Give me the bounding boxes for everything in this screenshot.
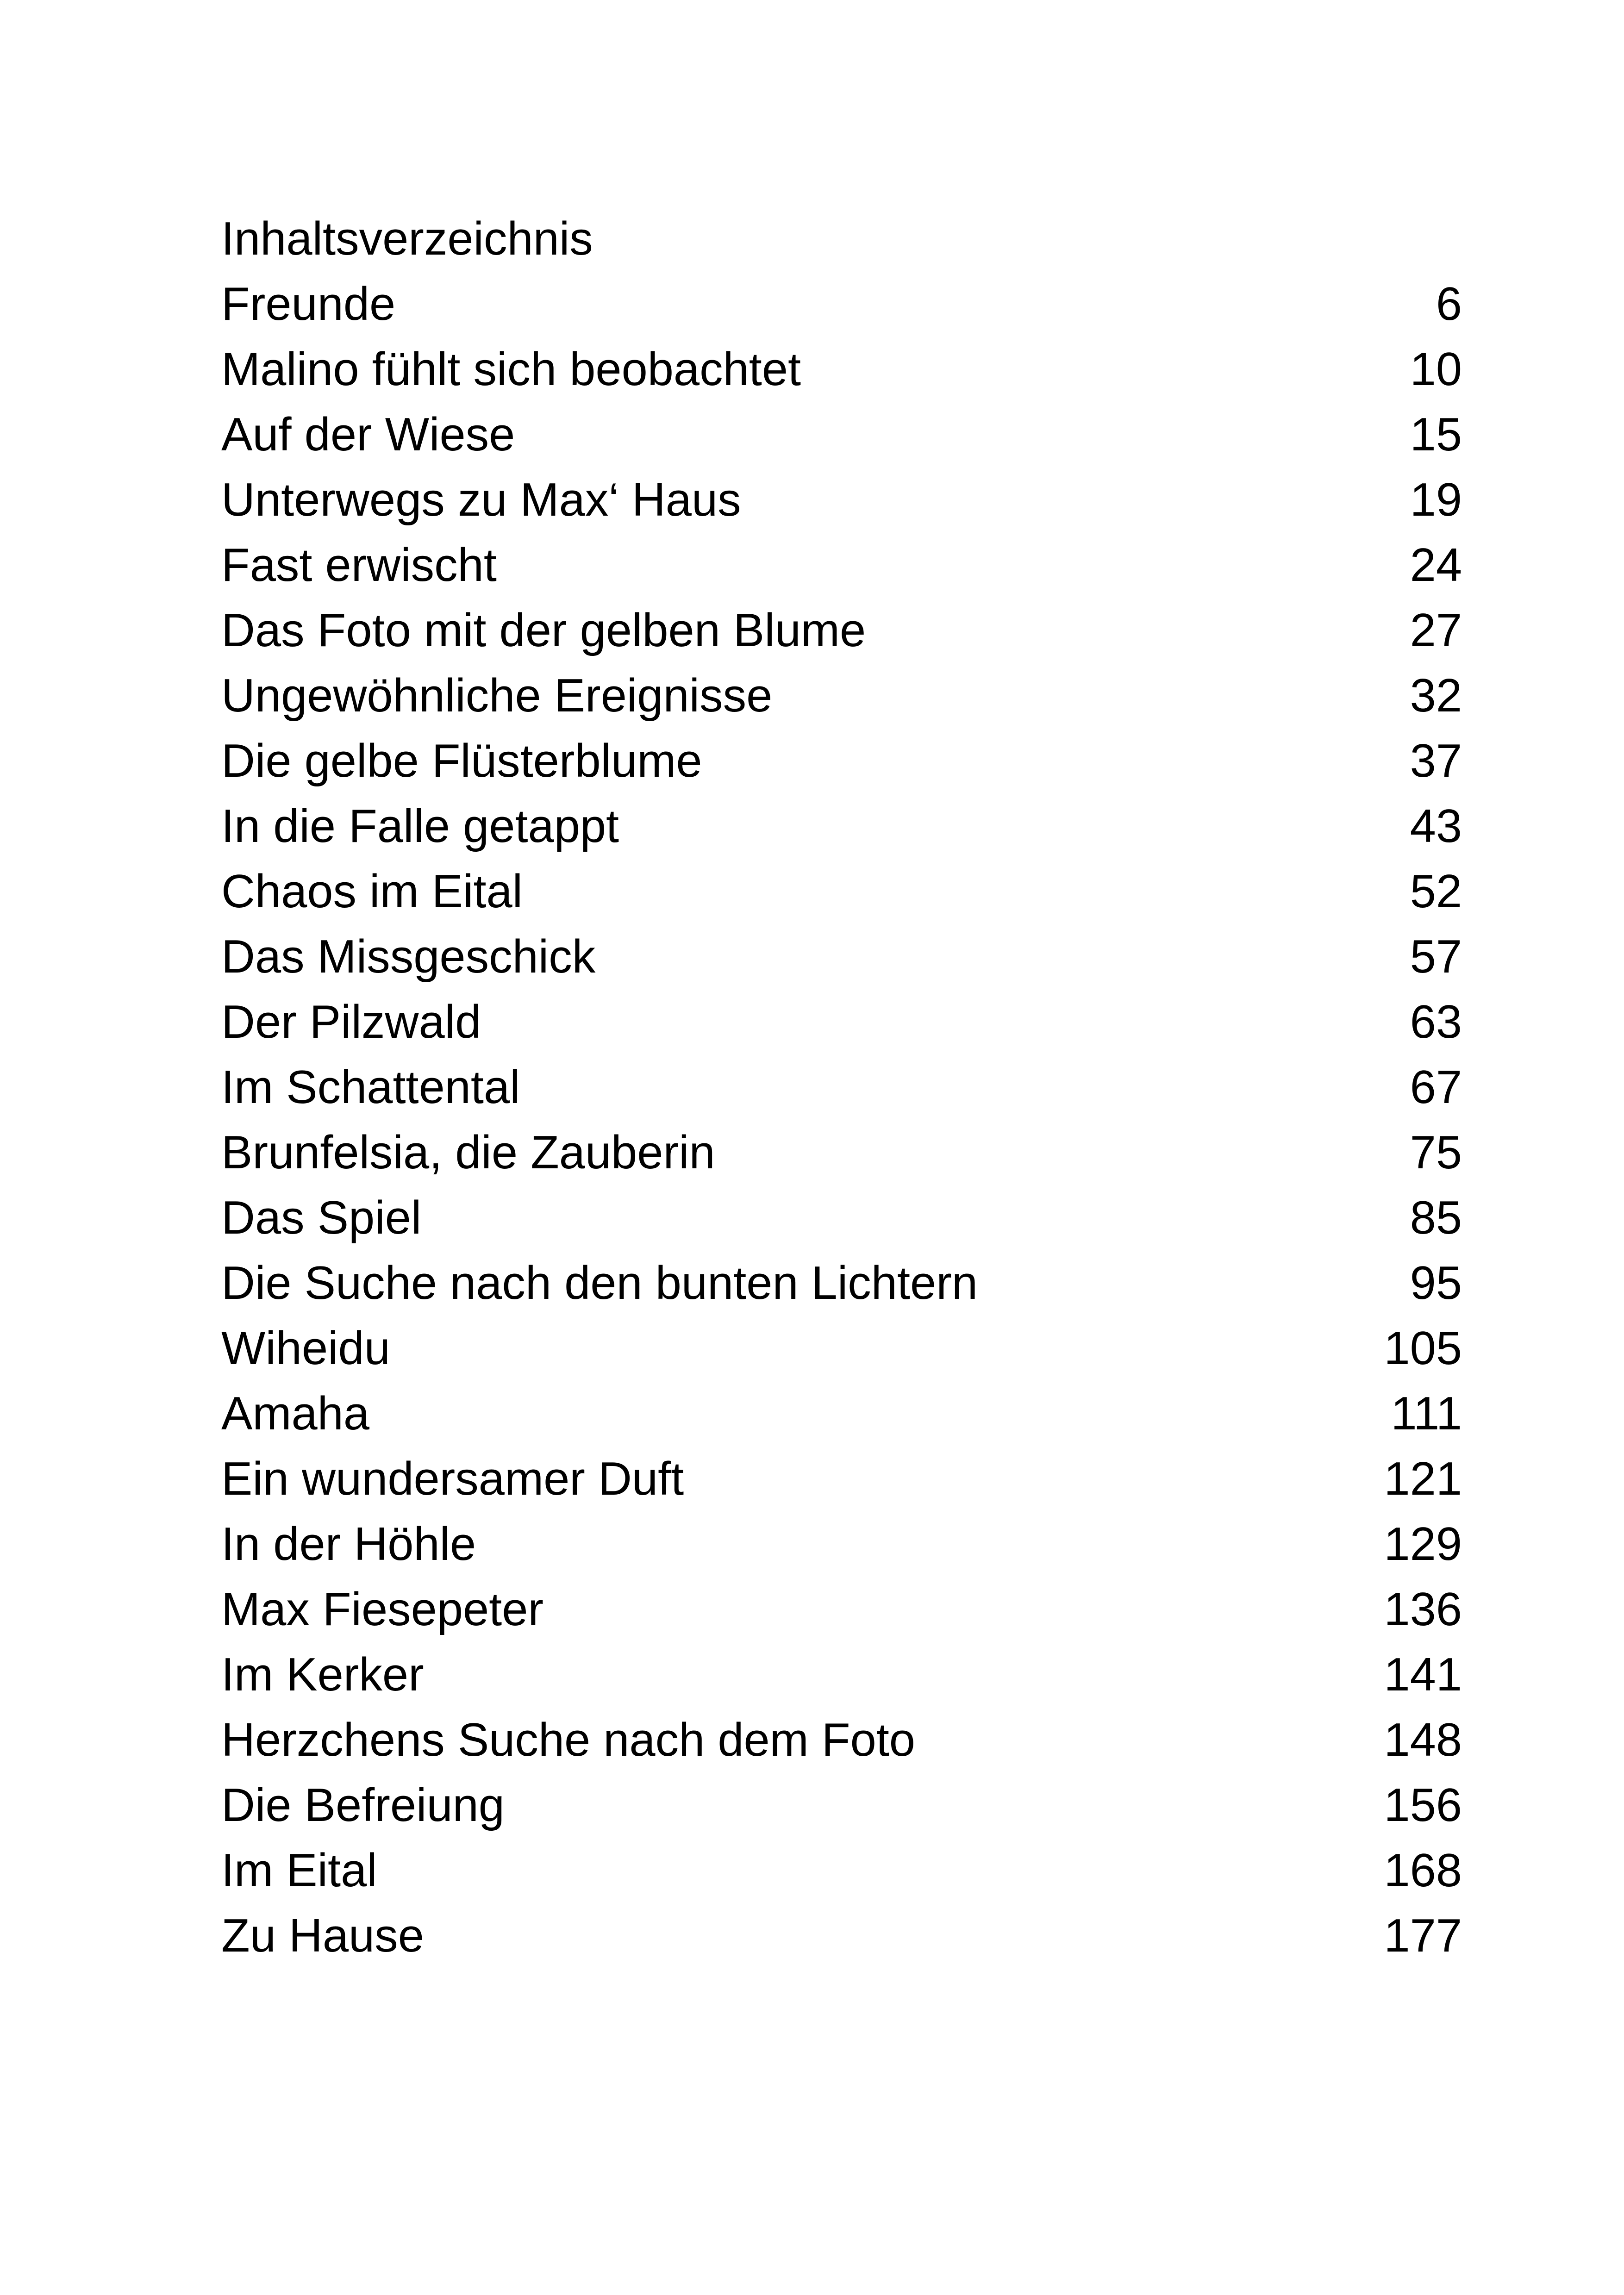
toc-entry [221, 1773, 1462, 1838]
toc-entry-page: 67 [1410, 1061, 1462, 1113]
toc-entry-page: 136 [1384, 1584, 1462, 1635]
toc-entry-title: Unterwegs zu Max‘ Haus [221, 474, 741, 526]
toc-entry [221, 990, 1462, 1055]
toc-entry-page: 43 [1410, 800, 1462, 852]
toc-entry-title: Im Kerker [221, 1649, 424, 1701]
toc-entry [221, 794, 1462, 859]
toc-entry [221, 1316, 1462, 1381]
toc-entry [221, 1381, 1462, 1447]
toc-entry [221, 1903, 1462, 1969]
toc-entry [221, 1838, 1462, 1903]
toc-entry [221, 468, 1462, 533]
toc-entry-title: Das Spiel [221, 1192, 422, 1244]
toc-entry [221, 402, 1462, 468]
toc-entry [221, 1447, 1462, 1512]
toc-entry-page: 105 [1384, 1322, 1462, 1374]
toc-entry-page: 129 [1384, 1518, 1462, 1570]
toc-entry [221, 272, 1462, 337]
toc-entry-page: 148 [1384, 1714, 1462, 1766]
toc-entry-title: In die Falle getappt [221, 800, 619, 852]
toc-entry [221, 1055, 1462, 1120]
toc-entry-title: Max Fiesepeter [221, 1584, 544, 1635]
toc-entry-page: 95 [1410, 1257, 1462, 1309]
toc-entry-page: 10 [1410, 343, 1462, 395]
toc-entry-page: 168 [1384, 1845, 1462, 1896]
toc-entry-page: 32 [1410, 670, 1462, 722]
toc-entry-page: 121 [1384, 1453, 1462, 1505]
toc-heading: Inhaltsverzeichnis [221, 213, 593, 265]
toc-entry [221, 1577, 1462, 1642]
toc-entry-title: Wiheidu [221, 1322, 390, 1374]
toc-entry [221, 924, 1462, 990]
toc-entry-title: Fast erwischt [221, 539, 497, 591]
toc-entry-title: Das Foto mit der gelben Blume [221, 605, 866, 656]
toc-entry-page: 177 [1384, 1910, 1462, 1962]
toc-entry-title: Brunfelsia, die Zauberin [221, 1127, 715, 1179]
toc-entry [221, 663, 1462, 729]
toc-entry-title: Die Befreiung [221, 1779, 505, 1831]
toc-entry [221, 729, 1462, 794]
toc-entry-page: 63 [1410, 996, 1462, 1048]
toc-entry-title: Zu Hause [221, 1910, 424, 1962]
toc-entry-title: Auf der Wiese [221, 409, 515, 461]
table-of-contents [221, 206, 1462, 1969]
toc-entry-page: 27 [1410, 605, 1462, 656]
toc-entry-title: Das Missgeschick [221, 931, 596, 983]
toc-entry-page: 52 [1410, 866, 1462, 917]
toc-entry-title: Herzchens Suche nach dem Foto [221, 1714, 915, 1766]
toc-entry [221, 1708, 1462, 1773]
toc-entry-page: 37 [1410, 735, 1462, 787]
toc-entry-title: Die gelbe Flüsterblume [221, 735, 702, 787]
toc-entry-title: Ein wundersamer Duft [221, 1453, 684, 1505]
toc-entry [221, 337, 1462, 402]
toc-entry-title: Chaos im Eital [221, 866, 523, 917]
toc-entry-page: 156 [1384, 1779, 1462, 1831]
toc-entry [221, 1185, 1462, 1251]
toc-entry [221, 1251, 1462, 1316]
toc-entry-page: 85 [1410, 1192, 1462, 1244]
toc-entry-page: 111 [1391, 1388, 1462, 1440]
toc-entry-title: Die Suche nach den bunten Lichtern [221, 1257, 978, 1309]
toc-entry-title: Im Schattental [221, 1061, 520, 1113]
toc-entry-title: Amaha [221, 1388, 370, 1440]
toc-entry-title: Ungewöhnliche Ereignisse [221, 670, 773, 722]
toc-entry-page: 24 [1410, 539, 1462, 591]
toc-entry-title: Freunde [221, 278, 396, 330]
toc-entry-page: 75 [1410, 1127, 1462, 1179]
toc-entry [221, 1642, 1462, 1708]
toc-entry-title: Malino fühlt sich beobachtet [221, 343, 801, 395]
toc-entry-page: 6 [1436, 278, 1462, 330]
toc-entry [221, 1120, 1462, 1185]
toc-entry-title: Der Pilzwald [221, 996, 481, 1048]
toc-entry-page: 57 [1410, 931, 1462, 983]
toc-entry [221, 1512, 1462, 1577]
toc-entry-page: 15 [1410, 409, 1462, 461]
toc-entry-page: 19 [1410, 474, 1462, 526]
toc-entry-title: Im Eital [221, 1845, 377, 1896]
toc-entry [221, 598, 1462, 663]
toc-entry-title: In der Höhle [221, 1518, 476, 1570]
toc-entry [221, 859, 1462, 924]
toc-entry-page: 141 [1384, 1649, 1462, 1701]
toc-entry [221, 533, 1462, 598]
